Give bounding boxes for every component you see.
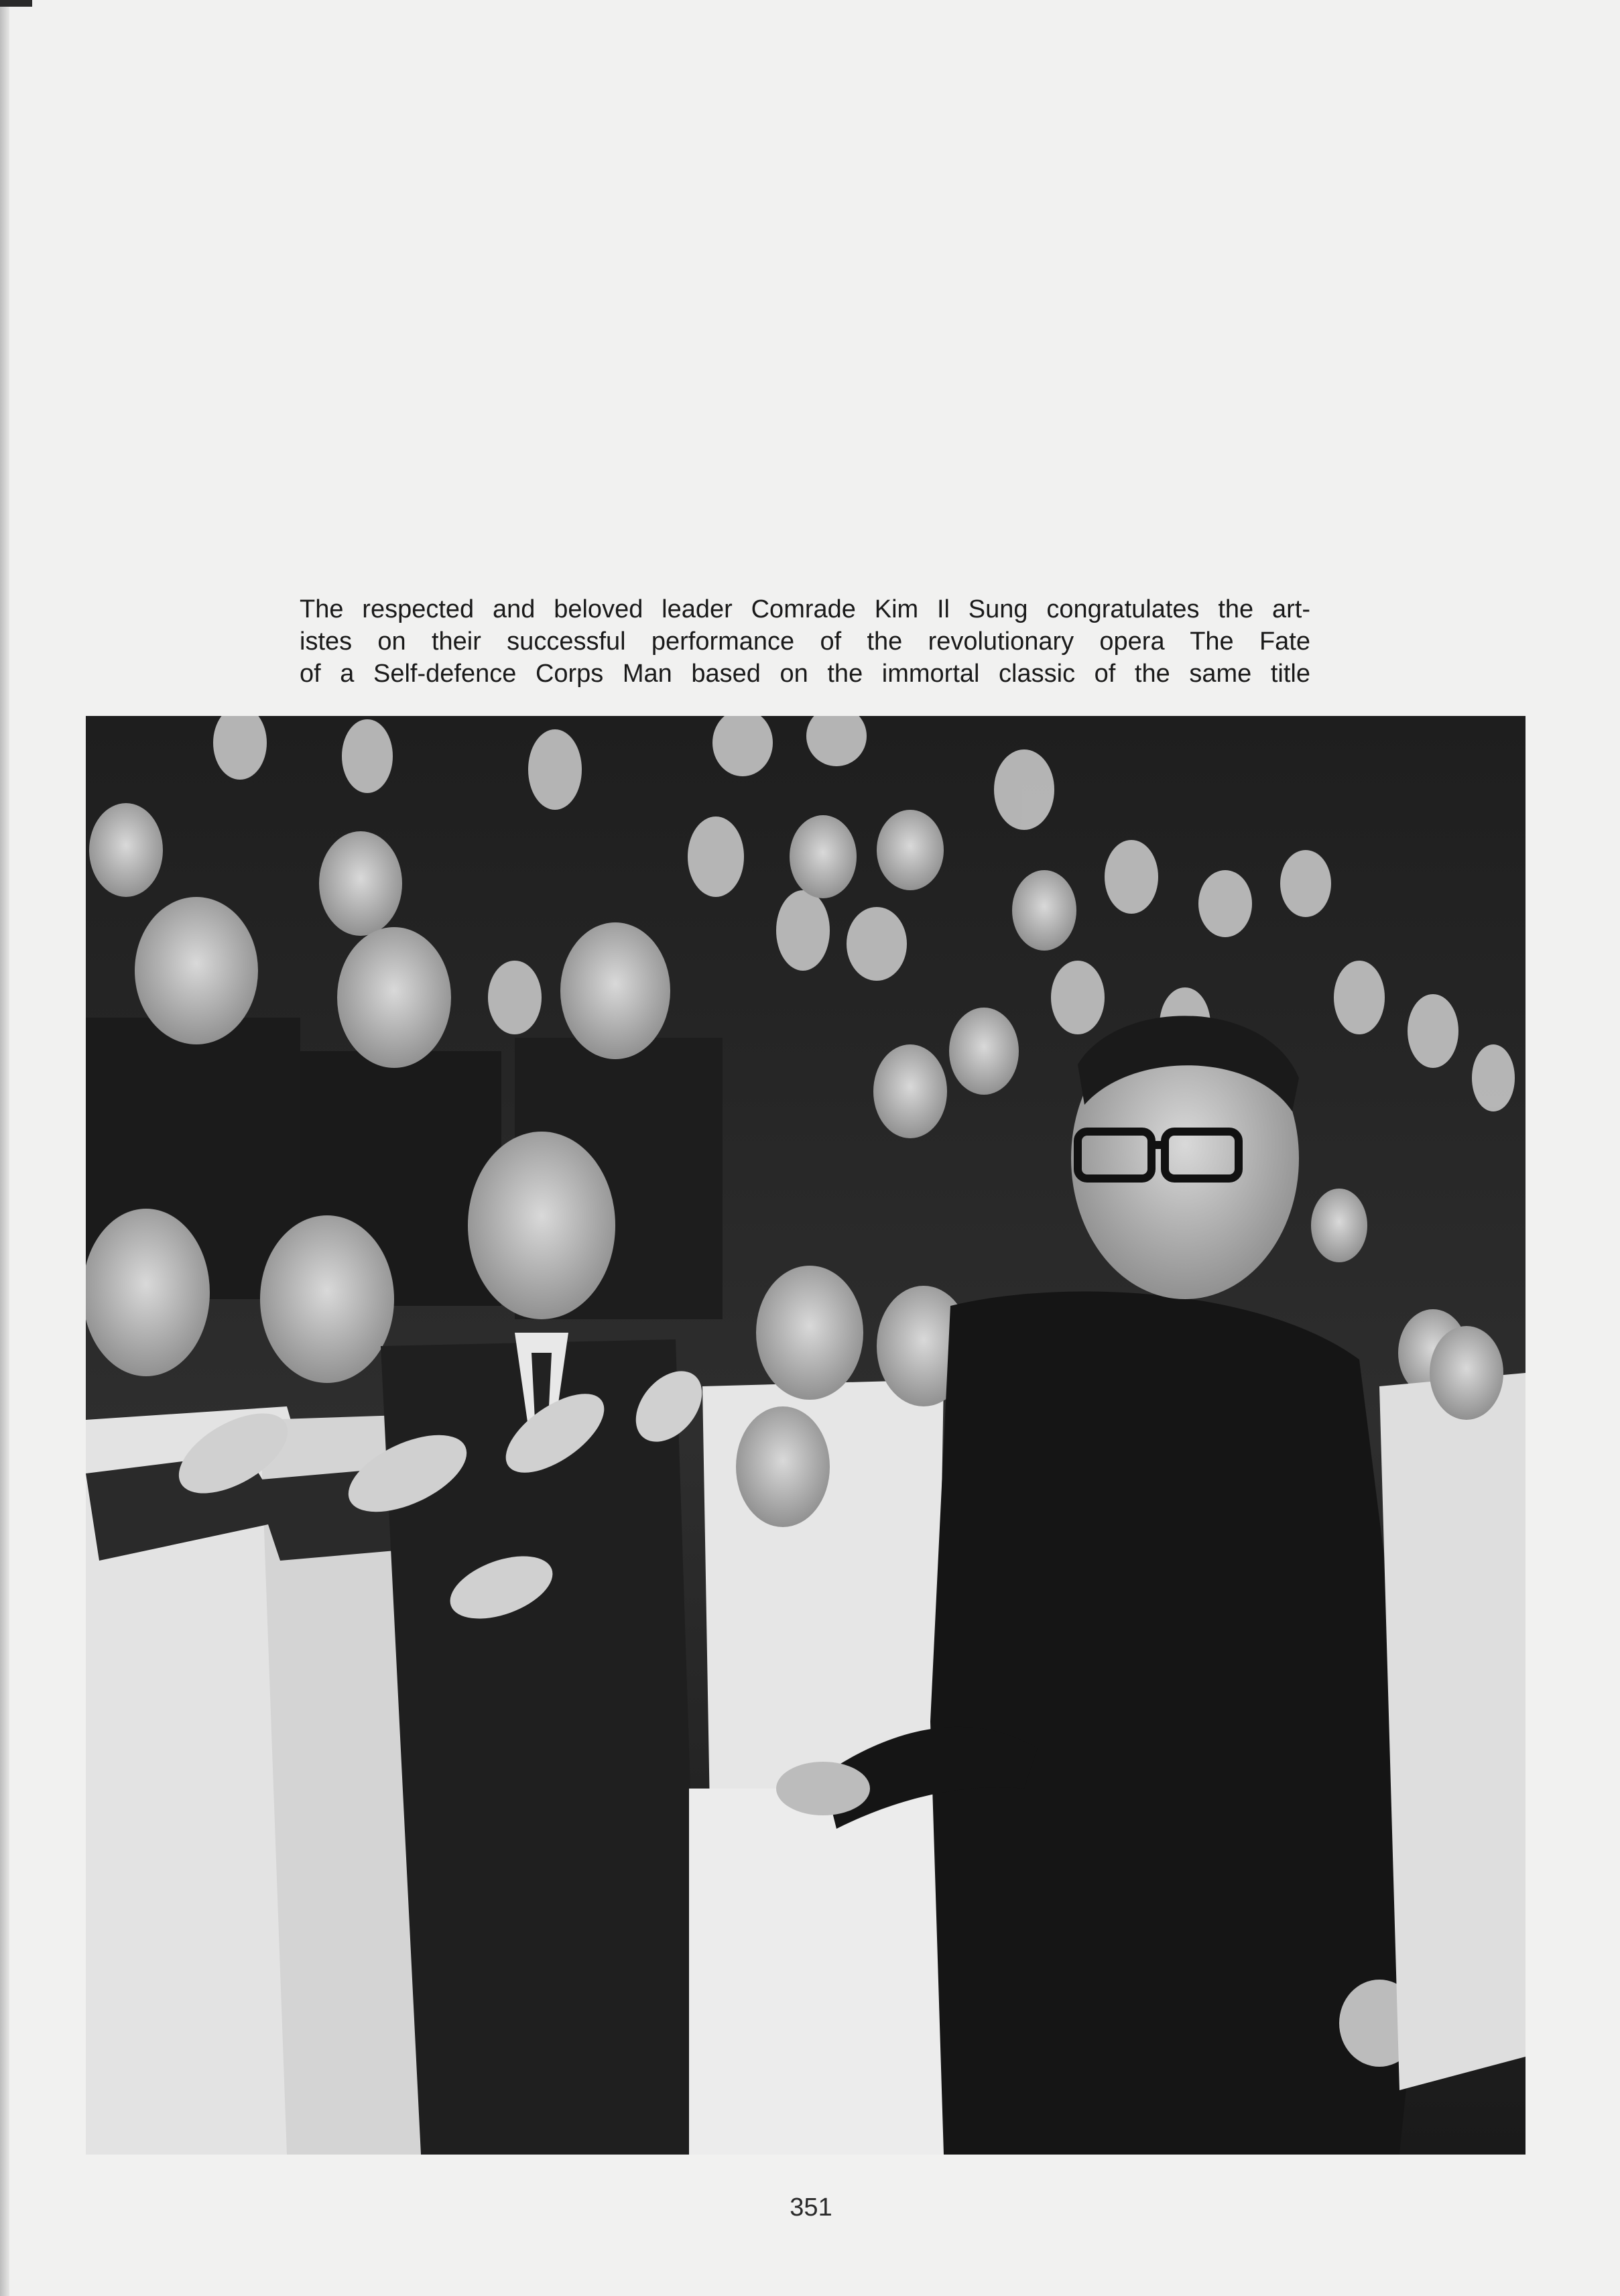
caption-line-1: The respected and beloved leader Comrade Kim Il Sung congratulates the art- [300,595,1310,623]
caption-line-3: of a Self-defence Corps Man based on the immortal classic of the same title [300,660,1310,688]
photograph-illustration [86,716,1525,2155]
photo-caption [300,593,1310,690]
page-corner-mark [0,0,32,7]
crowd-photograph [86,716,1525,2155]
caption-line-2: istes on their successful performance of the revolutionary opera The Fate [300,627,1310,656]
page-spine-shadow [0,0,9,2296]
page-number: 351 [790,2193,832,2222]
